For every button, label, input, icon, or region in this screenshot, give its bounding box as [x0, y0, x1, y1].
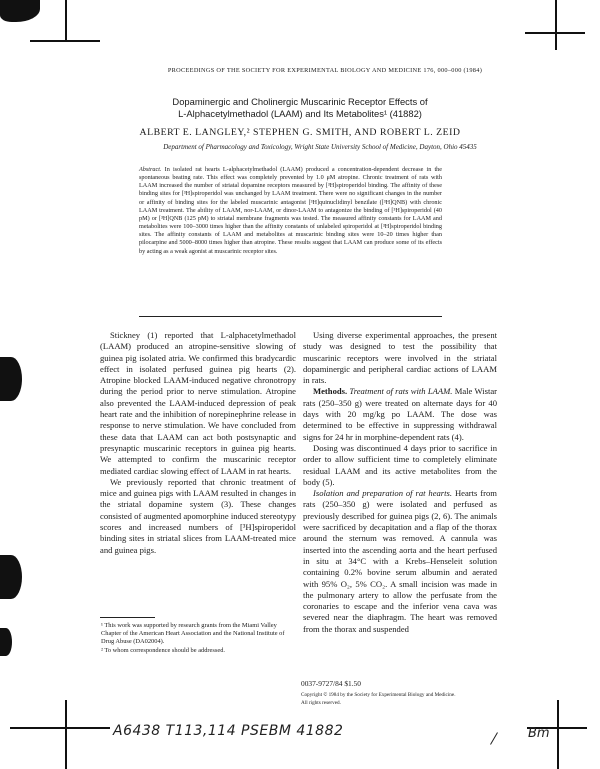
rights: All rights reserved.: [301, 700, 341, 706]
crop-mark-top-left: [65, 0, 67, 40]
binder-hole: [0, 555, 22, 599]
corner-blotch: [0, 0, 40, 22]
crop-mark-top-right-h: [525, 32, 585, 34]
paragraph: We previously reported that chronic treatment of mice and guinea pigs with LAAM resulted in changes in the striatal dopamine system (3). These changes consisted of augmented apomorphine induced stereotypy scores and increased numbers of [³H]spiroperidol binding sites in striatal slices from LAAM-treated mice and guinea pigs.: [100, 476, 296, 555]
abstract-text: In isolated rat hearts L-alphacetylmethadol (LAAM) produced a concentration-dependent decrease in the spontaneous beating rate. This effect was completely prevented by 1.0 μM atropine. Chronic treatment of rats with LAAM increased the number of striatal dopamine receptors measured by [³H]spiroperidol binding. The affinity of these binding sites for [³H]spiroperidol was unchanged by LAAM treatment. There were no significant changes in the number or affinity of binding sites for the labeled muscarinic antagonist [³H]quinuclidinyl benzilate ([³H]QNB) with chronic LAAM treatment. The ability of LAAM, nor-LAAM, or dinor-LAAM to antagonize the binding of [³H]spiroperidol (40 pM) or [³H]QNB (125 pM) to striatal membrane fragments was tested. The measured affinity constants for LAAM and metabolites were 100–3000 times higher than the affinity constants of unlabeled spiroperidol at [³H]spiroperidol binding sites. The affinity constants of LAAM and metabolites at muscarinic binding sites were 10–20 times higher than pilocarpine and 5000–8000 times higher than atropine. These results suggest that LAAM can produce some of its effects by acting as a weak agonist at muscarinic receptor sites.: [139, 166, 443, 255]
crop-mark-bottom-left: [65, 700, 67, 769]
left-column: [100, 330, 296, 556]
methods-label: Methods.: [313, 386, 348, 397]
methods-paragraph: [303, 386, 497, 442]
authors: ALBERT E. LANGLEY,² STEPHEN G. SMITH, AND ROBERT L. ZEID: [139, 127, 461, 138]
right-column: [303, 330, 497, 635]
page-id: 0037-9727/84 $1.50: [301, 679, 361, 688]
footnote-1: ¹ This work was supported by research grants from the Miami Valley Chapter of the American Heart Association and the National Institute of Drug Abuse (DA02004).: [101, 622, 285, 646]
binder-hole: [0, 628, 12, 656]
abstract: [139, 166, 442, 256]
footnotes: [101, 622, 297, 655]
footnote-2: ² To whom correspondence should be addressed.: [101, 646, 225, 654]
handwritten-annotation: A6438 T113,114 PSEBM 41882: [113, 723, 344, 739]
article-title-line-2: L-Alphacetylmethadol (LAAM) and Its Metabolites¹ (41882): [178, 108, 422, 119]
crop-mark-bottom-left-h: [10, 727, 110, 729]
crop-mark-top-right: [555, 0, 557, 50]
journal-header: PROCEEDINGS OF THE SOCIETY FOR EXPERIMENTAL BIOLOGY AND MEDICINE 176, 000–000 (1984): [167, 67, 483, 74]
copyright: Copyright © 1984 by the Society for Experimental Biology and Medicine.: [301, 692, 456, 698]
abstract-rule: [139, 316, 442, 317]
isolation-paragraph: [303, 488, 497, 635]
binder-hole: [0, 357, 22, 401]
isolation-label: Isolation and preparation of rat hearts.: [313, 488, 453, 499]
crop-mark-bottom-right: [557, 700, 559, 769]
footnote-rule: [100, 617, 155, 618]
methods-text: Male Wistar rats (250–350 g) were treated on alternate days for 40 days with 20 mg/kg po LAAM. The dose was determined to be effective in suppressing withdrawal signs for 24 hr in morphine-dependent rats (4).: [303, 386, 498, 442]
paragraph: Dosing was discontinued 4 days prior to sacrifice in order to allow sufficient time to completely eliminate residual LAAM and its active metabolites from the body (5).: [303, 442, 497, 487]
handwritten-slash: [490, 732, 498, 745]
isolation-text: Hearts from rats (250–350 g) were isolated and perfused as previously described for guinea pigs (2, 6). The animals were sacrificed by decapitation and a flap of the thorax around the sternum was removed. A cannula was inserted into the ascending aorta and the heart perfused in situ at 34°C with a Krebs–Henseleit solution containing 0.2% bovine serum albumin and aerated with 95% O₂, 5% CO₂. A small incision was made in the pulmonary artery to allow the perfusate from the coronaries to escape and the inferior vena cava was severed near the diaphragm. The heart was removed from the thorax and suspended: [303, 488, 497, 634]
paragraph: Using diverse experimental approaches, the present study was designed to test the possibility that muscarinic receptors were involved in the striatal dopaminergic and peripheral cardiac actions of LAAM in rats.: [303, 330, 497, 386]
affiliation: Department of Pharmacology and Toxicology, Wright State University School of Medicine, Dayton, Ohio 45435: [163, 143, 477, 151]
paragraph: Stickney (1) reported that L-alphacetylmethadol (LAAM) produced an atropine-sensitive slowing of guinea pig isolated atria. We confirmed this bradycardic effect in isolated perfused guinea pig hearts (2). Atropine blocked LAAM-induced negative chronotropy during the period prior to nerve stimulation. Atropine also prevented the LAAM-induced depression of peak heart rate and the inhibition of norepinephrine release in response to nerve stimulation. We have concluded from these data that LAAM can act both postsynaptic and presynaptic muscarinic receptors in guinea pig hearts. We attempted to confirm the muscarinic receptor mediated cardiac slowing effect of LAAM in rat hearts.: [100, 330, 296, 476]
article-title-line-1: Dopaminergic and Cholinergic Muscarinic Receptor Effects of: [172, 96, 428, 107]
handwritten-initials: Bm: [528, 726, 550, 741]
crop-mark-top-left-h: [30, 40, 100, 42]
abstract-label: Abstract.: [139, 166, 162, 173]
page-identifier-block: [301, 680, 456, 707]
methods-sublabel: Treatment of rats with LAAM.: [349, 386, 453, 397]
